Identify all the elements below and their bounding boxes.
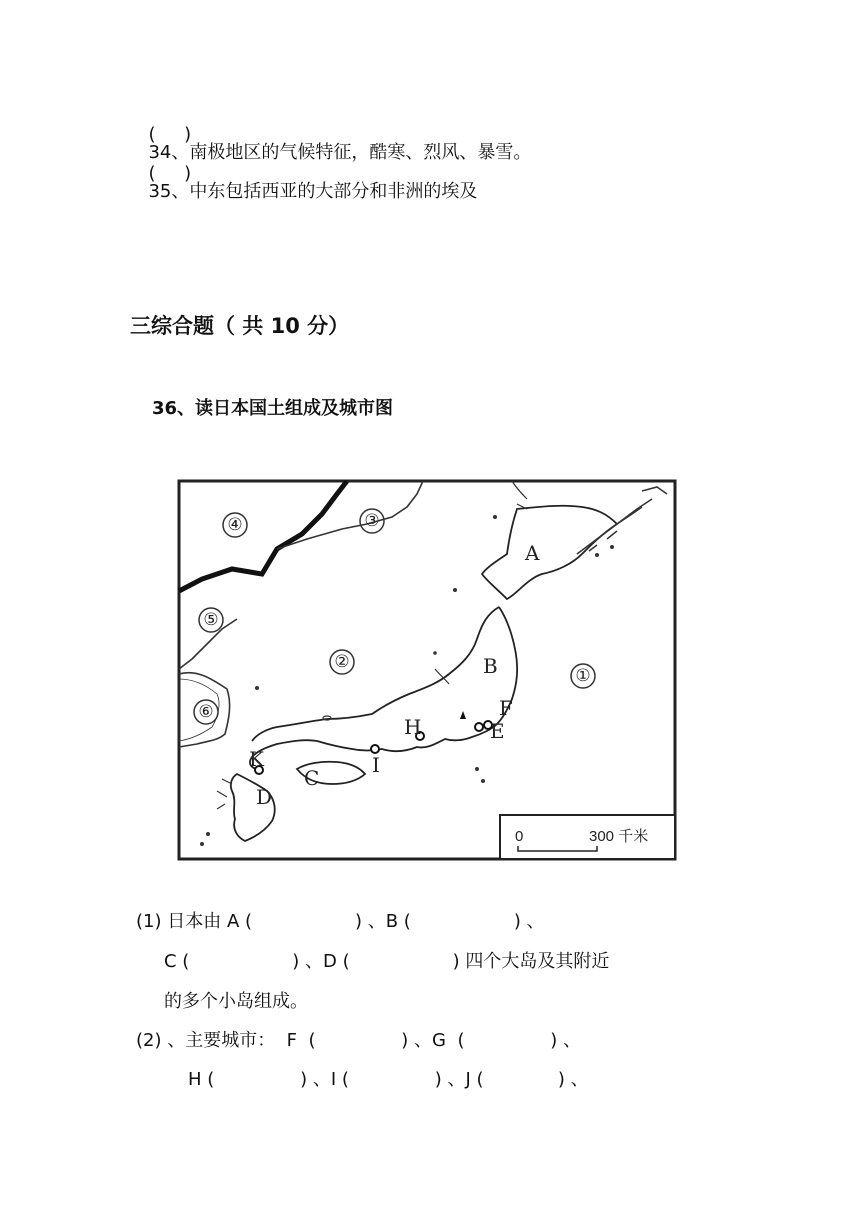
- scale-zero: 0: [515, 828, 524, 845]
- question-text: 35、中东包括西亚的大部分和非洲的埃及: [148, 181, 478, 202]
- svg-text:③: ③: [364, 511, 380, 531]
- map-label-F: F: [499, 696, 513, 720]
- svg-text:④: ④: [227, 515, 243, 535]
- scale-text: 300 千米: [589, 828, 649, 845]
- section-title: 三综合题（ 共 10 分）: [130, 314, 350, 338]
- part2-line2: H ( ) 、I ( ) 、J ( ) 、: [188, 1069, 589, 1090]
- part1-line2: C ( ) 、D ( ) 四个大岛及其附近: [164, 951, 610, 972]
- svg-text:⑥: ⑥: [198, 702, 214, 722]
- svg-text:①: ①: [575, 666, 591, 686]
- map-label-K: K: [249, 747, 264, 771]
- question-35: [137, 147, 477, 201]
- map-label-B: B: [483, 654, 498, 678]
- map-label-E: E: [490, 719, 505, 743]
- map-label-D: D: [256, 785, 273, 809]
- answer-bracket: ( ): [148, 163, 192, 184]
- question-text: 34、南极地区的气候特征，酷寒、烈风、暴雪。: [148, 142, 532, 163]
- part1-line3: 的多个小岛组成。: [164, 991, 308, 1012]
- part1-line1: (1) 日本由 A ( ) 、B ( ) 、: [136, 911, 545, 932]
- svg-text:⑤: ⑤: [203, 610, 219, 630]
- svg-text:②: ②: [334, 652, 350, 672]
- map-label-I: I: [372, 753, 380, 777]
- map-label-H: H: [404, 715, 422, 739]
- map-label-C: C: [304, 766, 320, 790]
- japan-map: [177, 479, 679, 863]
- part2-line1: (2) 、主要城市： F ( ) 、G ( ) 、: [136, 1030, 582, 1051]
- question-36-title: 36、读日本国土组成及城市图: [152, 398, 394, 419]
- answer-bracket: ( ): [148, 124, 192, 145]
- map-label-A: A: [525, 541, 540, 565]
